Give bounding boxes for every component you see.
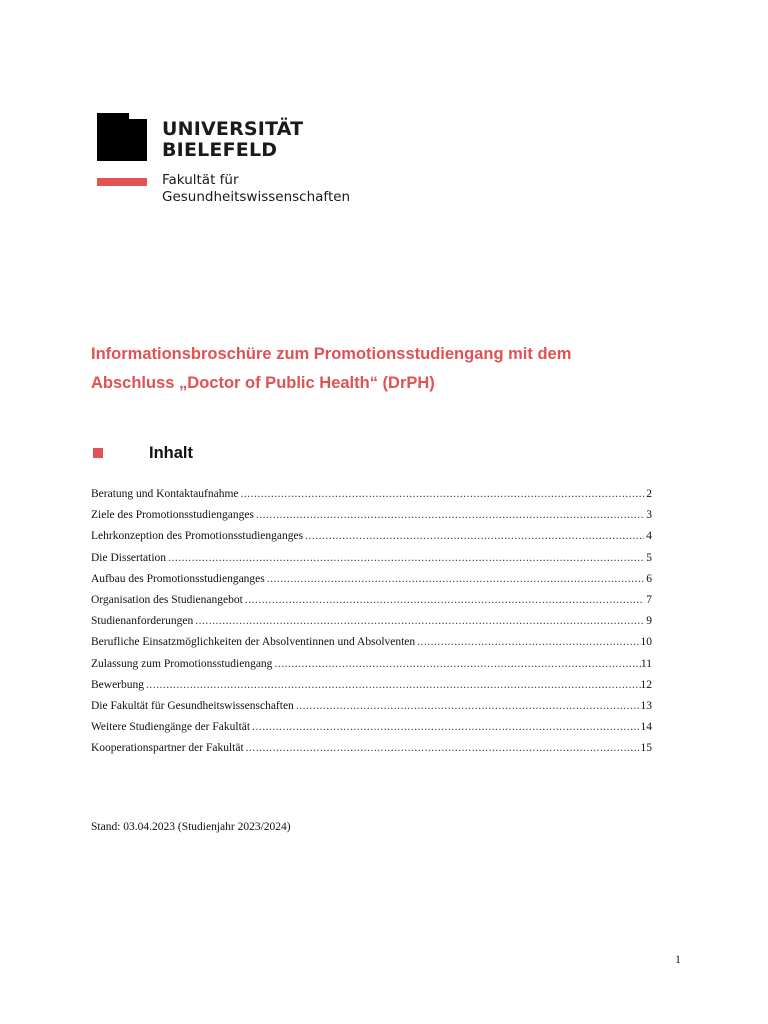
toc-entry-title: Aufbau des Promotionsstudienganges (91, 572, 265, 585)
toc-dot-leader (254, 505, 644, 526)
toc-entry-page: 12 (640, 678, 652, 691)
logo-wordmark (162, 119, 303, 161)
toc-entry-page: 6 (646, 572, 652, 585)
table-of-contents (91, 484, 652, 759)
toc-dot-leader (239, 484, 644, 505)
toc-entry-title: Beratung und Kontaktaufnahme (91, 488, 239, 500)
document-title (91, 340, 691, 398)
toc-entry-page: 2 (646, 488, 652, 500)
toc-entry-page: 14 (640, 721, 652, 734)
toc-entry[interactable] (91, 696, 652, 717)
toc-entry[interactable] (91, 526, 652, 547)
toc-entry[interactable] (91, 569, 652, 590)
toc-entry-title: Berufliche Einsatzmöglichkeiten der Absolventinnen und Absolventen (91, 636, 416, 649)
toc-entry-page: 11 (640, 657, 652, 670)
toc-entry-title: Ziele des Promotionsstudienganges (91, 509, 254, 522)
toc-entry-title: Organisation des Studienangebot (91, 593, 243, 606)
toc-heading-text: Inhalt (149, 444, 193, 462)
logo-block-right (129, 119, 147, 161)
toc-entry[interactable] (91, 611, 652, 632)
toc-entry[interactable] (91, 738, 652, 759)
toc-dot-leader (144, 675, 640, 696)
logo-faculty-name (162, 172, 350, 206)
toc-dot-leader (243, 590, 644, 611)
toc-dot-leader (193, 611, 644, 632)
toc-entry-page: 9 (646, 615, 652, 628)
toc-entry[interactable] (91, 505, 652, 526)
logo-faculty-line-2: Gesundheitswissenschaften (162, 189, 351, 205)
toc-entry-title: Lehrkonzeption des Promotionsstudienganges (91, 530, 304, 543)
toc-dot-leader (244, 738, 641, 759)
toc-entry-page: 5 (646, 551, 652, 564)
university-logo (97, 113, 417, 213)
toc-entry[interactable] (91, 632, 652, 653)
toc-heading (91, 441, 391, 465)
toc-entry[interactable] (91, 484, 652, 505)
toc-entry-page: 4 (646, 530, 652, 543)
toc-dot-leader (265, 569, 644, 590)
toc-dot-leader (303, 526, 644, 547)
toc-entry-page: 15 (640, 742, 652, 755)
toc-entry[interactable] (91, 654, 652, 675)
toc-entry-title: Kooperationspartner der Fakultät (91, 742, 244, 755)
toc-entry-page: 7 (646, 593, 652, 606)
toc-entry-title: Weitere Studiengänge der Fakultät (91, 721, 251, 734)
toc-dot-leader (166, 548, 644, 569)
logo-faculty-line-1: Fakultät für (162, 172, 239, 188)
square-bullet-icon (93, 448, 103, 458)
toc-entry[interactable] (91, 675, 652, 696)
toc-entry[interactable] (91, 590, 652, 611)
page-number: 1 (675, 954, 681, 966)
toc-entry-title: Zulassung zum Promotionsstudiengang (91, 657, 273, 670)
toc-dot-leader (272, 654, 640, 675)
toc-entry-page: 10 (640, 636, 652, 649)
document-date: Stand: 03.04.2023 (Studienjahr 2023/2024) (91, 821, 291, 833)
logo-line-2: BIELEFELD (162, 139, 278, 161)
logo-line-1: UNIVERSITÄT (162, 118, 304, 140)
logo-mark-icon (97, 113, 147, 161)
document-title-line-2: Abschluss „Doctor of Public Health“ (DrPH) (91, 374, 435, 392)
toc-entry[interactable] (91, 548, 652, 569)
toc-entry-title: Die Fakultät für Gesundheitswissenschaften (91, 699, 294, 712)
toc-dot-leader (415, 632, 640, 653)
toc-dot-leader (294, 696, 641, 717)
toc-entry-title: Studienanforderungen (91, 615, 194, 628)
document-title-line-1: Informationsbroschüre zum Promotionsstudiengang mit dem (91, 345, 572, 363)
toc-entry-title: Bewerbung (91, 678, 145, 691)
toc-entry-title: Die Dissertation (91, 551, 167, 564)
toc-entry-page: 13 (640, 699, 652, 712)
toc-dot-leader (250, 717, 640, 738)
toc-entry-page: 3 (646, 509, 652, 522)
logo-accent-bar (97, 178, 147, 186)
logo-block-left (97, 113, 129, 161)
toc-entry[interactable] (91, 717, 652, 738)
